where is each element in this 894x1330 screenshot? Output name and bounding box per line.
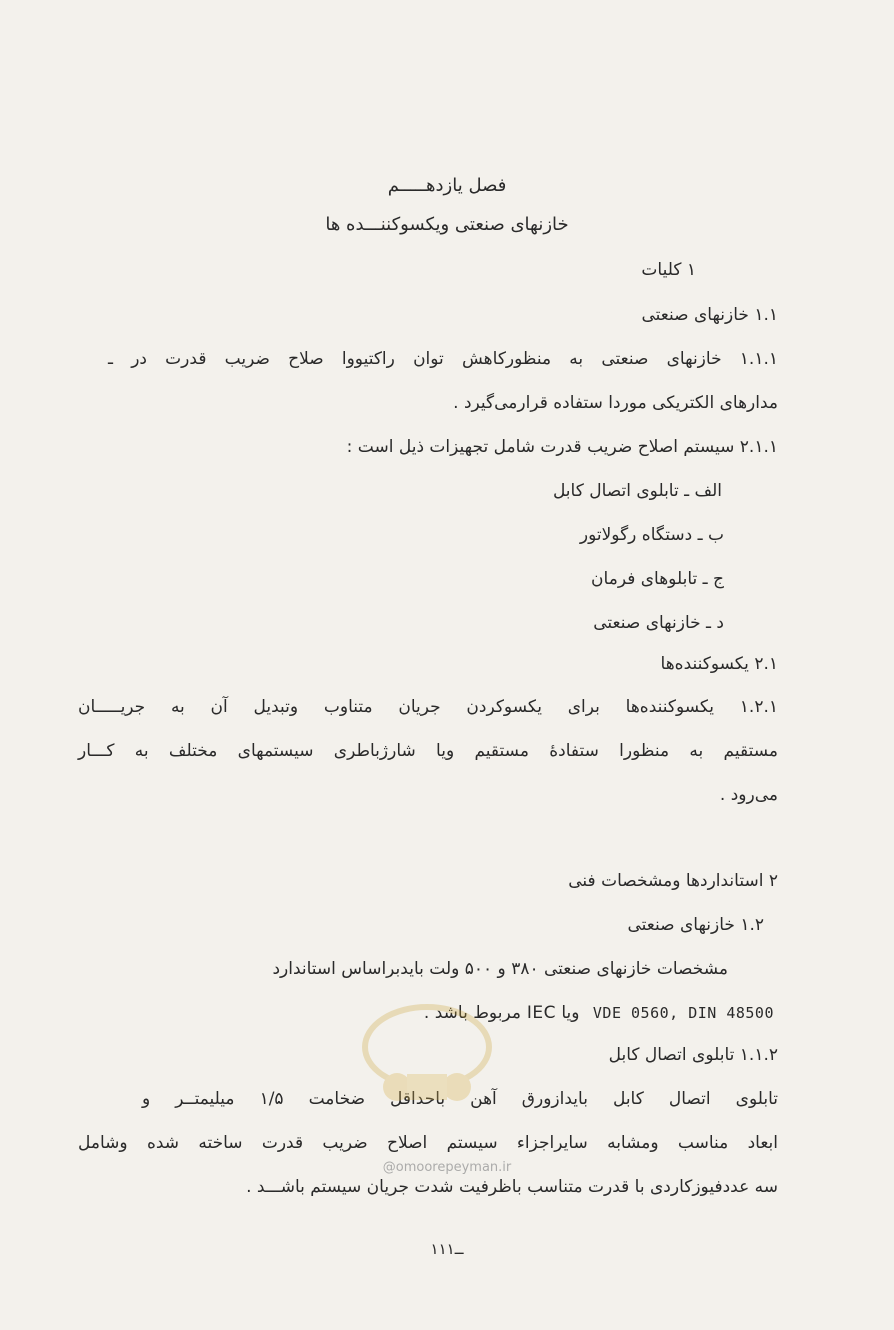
paragraph-1-1-1-line-1: ۱.۱.۱ خازنهای صنعتی به منظورکاهش توان راکتیووا صلاح ضریب قدرت در ـ (108, 349, 778, 369)
section-heading-2-1-1: ۱.۱.۲ تابلوی اتصال کابل (608, 1045, 778, 1065)
paragraph-2-1-1-line-3: سه عددفیوزکاردی با قدرت متناسب باظرفیت شدت جریان سیستم باشـــد . (246, 1177, 778, 1197)
standard-codes: VDE 0560, DIN 48500 (592, 1004, 774, 1022)
reference-text: ویا IEC مربوط باشد . (423, 1003, 580, 1023)
list-item-d: د ـ خازنهای صنعتی (593, 613, 724, 633)
chapter-subtitle: خازنهای صنعتی ویکسوکننـــده ها (325, 214, 569, 235)
section-heading-1: ۱ کلیات (641, 260, 696, 280)
watermark-seal-logo (352, 992, 502, 1112)
paragraph-2-1-1-line-1: تابلوی اتصال کابل بایدازورق آهن باحداقل ضخامت ۱/۵ میلیمتــر و (142, 1089, 778, 1109)
paragraph-2-1-line-1: مشخصات خازنهای صنعتی ۳۸۰ و ۵۰۰ ولت بایدبراساس استاندارد (272, 959, 728, 979)
section-heading-1-2: ۲.۱ یکسوکننده‌ها (660, 654, 778, 674)
page-number: ۱ــ۱۱ (430, 1240, 464, 1258)
paragraph-1-2-1-line-1: ۱.۲.۱ یکسوکننده‌ها برای یکسوکردن جریان متناوب وتبدیل آن به جریـــــان (78, 697, 778, 717)
list-item-c: ج ـ تابلوهای فرمان (591, 569, 724, 589)
list-item-b: ب ـ دستگاه رگولاتور (579, 525, 724, 545)
paragraph-2-1-1: ۲.۱.۱ سیستم اصلاح ضریب قدرت شامل تجهیزات ذیل است : (346, 437, 778, 457)
watermark-url: @omoorepeyman.ir (382, 1160, 512, 1175)
section-heading-2: ۲ استانداردها ومشخصات فنی (568, 871, 778, 891)
paragraph-1-1-1-line-2: مدارهای الکتریکی موردا ستفاده قرارمی‌گیرد . (453, 393, 778, 413)
list-item-a: الف ـ تابلوی اتصال کابل (552, 481, 722, 501)
chapter-title: فصل یازدهـــــم (387, 175, 507, 196)
paragraph-1-2-1-line-3: می‌رود . (719, 785, 778, 805)
paragraph-1-2-1-line-2: مستقیم به منظورا ستفادهٔ مستقیم ویا شارژباطری سیستمهای مختلف به کـــار (78, 741, 778, 761)
section-heading-1-1: ۱.۱ خازنهای صنعتی (641, 305, 778, 325)
paragraph-2-1-1-line-2: ابعاد مناسب ومشابه سایراجزاء سیستم اصلاح ضریب قدرت ساخته شده وشامل (78, 1133, 778, 1153)
section-heading-2-1: ۱.۲ خازنهای صنعتی (627, 915, 764, 935)
